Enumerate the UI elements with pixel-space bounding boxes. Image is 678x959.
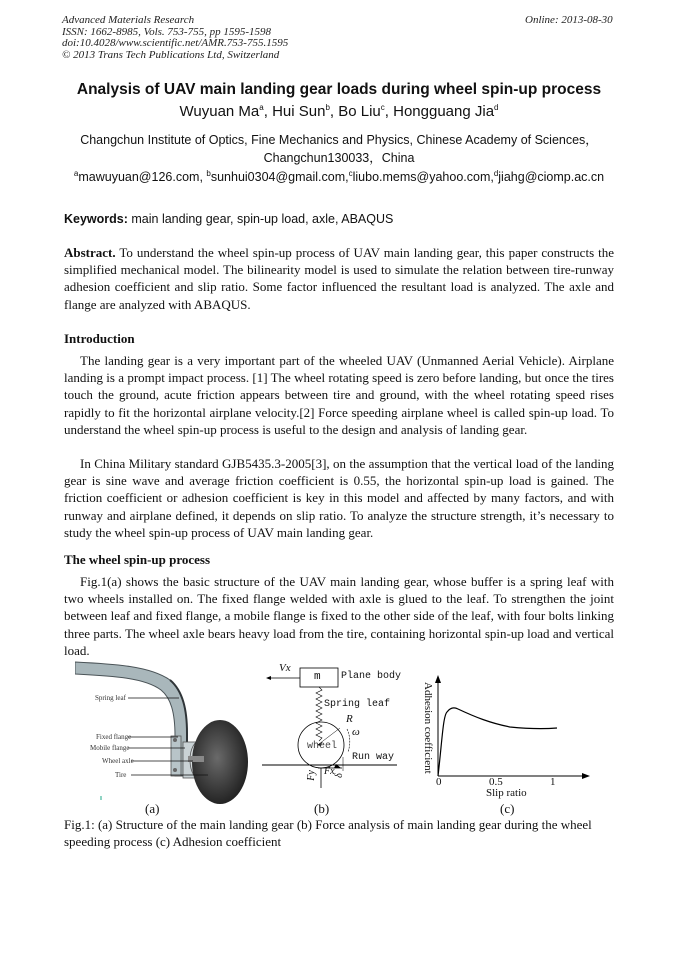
author-list: Wuyuan Ma$^a$, Hui Sun$^b$, Bo Liu$^c$, Hongguang Jia$^d$ [179,103,499,120]
x-axis-label: Slip ratio [486,787,527,799]
adhesion-curve-plot [420,672,592,802]
affiliation [60,131,618,167]
email-sup: b [206,168,211,178]
fy-label: Fy [305,770,317,781]
abstract-text: To understand the wheel spin-up process of UAV main landing gear, this paper constructs the simplified mechanical model. The bilinearity model is used to simulate the relation between tire-runway adhesion coefficient and slip ratio. Some factor influenced the resultant load is analyzed. The axle and flange are analyzed with ABAQUS. [64,245,614,312]
callout-fixed-flange: Fixed flange [96,733,132,741]
affiliation-line: Changchun130033，China [263,151,415,165]
keywords-label: Keywords: [64,212,128,226]
y-axis-label-wrap [420,682,434,782]
figure-a-label: (a) [145,801,160,816]
intro-paragraph-1: The landing gear is a very important part of the wheeled UAV (Unmanned Aerial Vehicle). Airplane landing is a prompt impact process. [1] The wheel rotating speed is zero before landing, but once the tires touch the ground, acute friction appears between tire and ground, with the wheel rotating speed rises rapidly to fit the horizontal airplane velocity.[2] Force speeding airplane wheel is called spin-up load. To understand the wheel spin-up process is useful to the design and analysis of landing gear. [64,353,614,437]
author-name: Bo Liu [338,103,381,120]
figure-a-landing-gear-structure [75,658,250,808]
callout-mobile-flange: Mobile flange [90,744,130,752]
section-heading-spin-up: The wheel spin-up process [64,552,211,567]
figure-c-label: (c) [500,801,515,816]
issn-line: ISSN: 1662-8985, Vols. 753-755, pp 1595-1598 [62,25,271,38]
email-address[interactable]: sunhui0304@gmail.com, [210,170,349,184]
spinup-paragraph-1: Fig.1(a) shows the basic structure of the UAV main landing gear, whose buffer is a spring leaf with two wheels installed on. The fixed flange welded with axle is glued to the leaf. To strengthen the joint between leaf and fixed flange, a mobile flange is fixed to the other side of the leaf, with four bolts linking three parts. The wheel axle bears heavy load from the tire, containing horizontal spin-up load and vertical load. [64,574,614,658]
spring-leaf-label: Spring leaf [324,699,391,710]
x-tick-1: 1 [550,776,556,788]
x-tick-0: 0 [436,776,442,788]
x-tick-0-5: 0.5 [489,776,503,788]
intro-paragraph-2: In China Military standard GJB5435.3-2005[3], on the assumption that the vertical load of the landing gear is sine wave and average friction coefficient is 0.55, the horizontal spin-up load is gained. The friction coefficient or adhesion coefficient is key in this model and affected by many factors, and with runway and airplane defined, it depends on slip ratio. To analyze the structure strength, it’s necessary to study the wheel spin-up process of UAV main landing gear. [64,456,614,540]
plane-body-label: Plane body [341,671,402,682]
affiliation-line: Changchun Institute of Optics, Fine Mechanics and Physics, Chinese Academy of Sciences， [80,133,598,147]
author-name: Wuyuan Ma [179,103,260,120]
figure-caption: Fig.1: (a) Structure of the main landing gear (b) Force analysis of main landing gear during the wheel speeding process (c) Adhesion coefficient [64,817,592,849]
email-sup: a [73,168,79,178]
figure-b-force-analysis [262,658,412,803]
journal-name: Advanced Materials Research [62,14,195,26]
radius-label: R [346,713,353,725]
doi-line: doi:10.4028/www.scientific.net/AMR.753-755.1595 [62,37,289,50]
author-sup: d [494,103,499,112]
velocity-label: Vx [279,662,291,674]
email-sup: d [493,168,499,178]
copyright-line: © 2013 Trans Tech Publications Ltd, Switzerland [62,48,280,61]
fx-label: Fx [324,766,335,777]
email-address[interactable]: mawuyuan@126.com, [78,170,207,184]
keywords-text: main landing gear, spin-up load, axle, ABAQUS [127,212,394,226]
author-sup: c [380,103,385,112]
delta-label: δ [333,773,345,778]
online-date: Online: 2013-08-30 [525,14,613,26]
callout-wheel-axle: Wheel axle [102,757,134,765]
y-axis-label-text: Adhesion coefficient [422,682,434,774]
email-sup: c [348,168,353,178]
abstract-label: Abstract. [64,245,116,260]
paper-title: Analysis of UAV main landing gear loads during wheel spin-up process [76,81,602,98]
author-sup: a [259,103,264,112]
author-name: Hongguang Jia [393,103,495,120]
email-address[interactable]: liubo.mems@yahoo.com, [352,170,494,184]
mass-label: m [314,671,321,683]
omega-label: ω [352,726,360,738]
figure-b-label: (b) [314,801,330,816]
figure-c-adhesion-chart [420,672,592,802]
email-address[interactable]: jiahg@ciomp.ac.cn [498,170,605,184]
section-heading-introduction: Introduction [64,331,135,346]
wheel-label: wheel [307,741,338,752]
callout-spring-leaf: Spring leaf [95,694,126,702]
keywords [64,212,393,226]
runway-label: Run way [352,752,395,763]
abstract [64,244,614,313]
running-header [62,15,288,61]
author-sup: b [325,103,330,112]
email-list [60,170,618,184]
author-name: Hui Sun [272,103,326,120]
callout-tire: Tire [115,771,127,779]
